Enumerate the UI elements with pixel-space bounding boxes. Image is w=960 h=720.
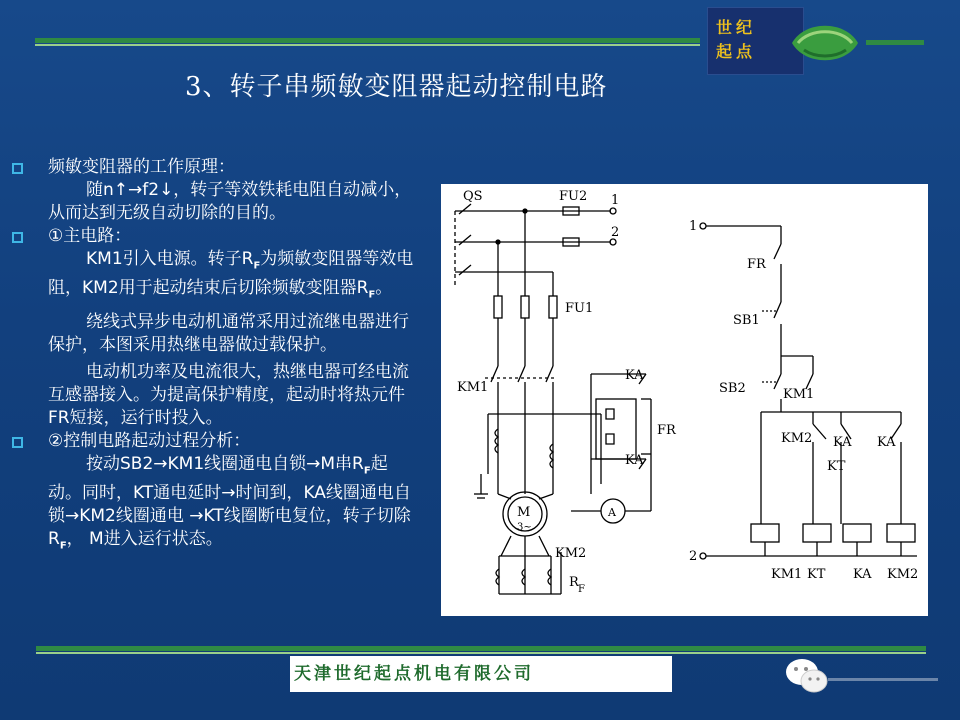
watermark-dots-icon [828,674,938,684]
logo-line1: 世纪 [716,18,757,37]
circuit-diagram [441,184,928,616]
circuit-diagram-svg [441,184,928,616]
label-fu2: FU2 [559,189,588,204]
logo-text [716,16,776,64]
bullet-main-circuit [10,225,415,248]
label-ka-bottom: KA [625,453,644,468]
label-ctrl-km2: KM2 [781,431,813,446]
wechat-icon [784,656,830,696]
label-motor: M [517,505,531,520]
bullet-heading: 频敏变阻器的工作原理： [48,157,235,177]
bullet-square-icon [12,232,23,243]
bullet-heading: ①主电路： [48,226,132,246]
logo-line2: 起点 [716,42,757,61]
label-fu1: FU1 [565,301,594,316]
label-ctrl-ka1: KA [833,435,852,450]
page-title: 3、转子串频敏变阻器起动控制电路 [185,72,608,102]
paragraph: 按动SB2→KM1线圈通电自锁→M串$R_F$起动。同时，KT通电延时→时间到，KA线圈通电自锁→KM2线圈通电 →KT线圈断电复位，转子切除$R_F$， M进入运行状态。 [48,453,411,552]
paragraph: 随n↑→f2↓，转子等效铁耗电阻自动减小，从而达到无级自动切除的目的。 [48,180,412,223]
label-ctrl-node-1: 1 [689,219,698,234]
label-coil-km2: KM2 [887,567,919,582]
label-qs: QS [463,189,483,204]
label-km1: KM1 [457,380,489,395]
top-divider-right [866,40,924,45]
label-km2: KM2 [555,546,587,561]
label-node-1: 1 [611,193,620,208]
label-coil-ka: KA [853,567,872,582]
company-name: 天津世纪起点机电有限公司 [290,656,672,692]
label-node-2: 2 [611,225,620,240]
top-divider-highlight [35,44,700,46]
top-divider [35,38,700,43]
label-sb2: SB2 [719,381,746,396]
paragraph: KM1引入电源。转子$R_F$为频敏变阻器等效电阻，KM2用于起动结束后切除频敏变阻器$R_F$。 [48,249,414,301]
text-body [10,156,415,558]
label-ctrl-ka2: KA [877,435,896,450]
label-ctrl-km1: KM1 [783,387,815,402]
bullet-heading: ②控制电路起动过程分析： [48,430,251,451]
label-motor-phase: 3~ [517,522,532,533]
bullet-square-icon [12,163,23,174]
logo-leaf-icon [790,22,860,64]
bullet-control-circuit [10,430,415,453]
label-sb1: SB1 [733,313,760,328]
paragraph: 绕线式异步电动机通常采用过流继电器进行保护，本图采用热继电器做过载保护。 [48,311,409,355]
label-ctrl-node-2: 2 [689,549,698,564]
bullet-square-icon [12,437,23,448]
label-ctrl-fr: FR [747,257,766,272]
bullet-principle [10,156,415,179]
label-fr: FR [657,423,676,438]
bottom-divider-highlight [36,652,926,654]
label-rf: R [569,575,579,590]
label-coil-km1: KM1 [771,567,803,582]
bottom-divider [36,646,926,651]
label-rf-sub: F [578,584,585,595]
label-ctrl-kt: KT [827,459,846,474]
paragraph: 电动机功率及电流很大，热继电器可经电流互感器接入。为提高保护精度，起动时将热元件FR短接，运行时投入。 [48,361,409,428]
label-coil-kt: KT [807,567,826,582]
label-ka-top: KA [625,368,644,383]
label-ammeter: A [608,506,616,519]
